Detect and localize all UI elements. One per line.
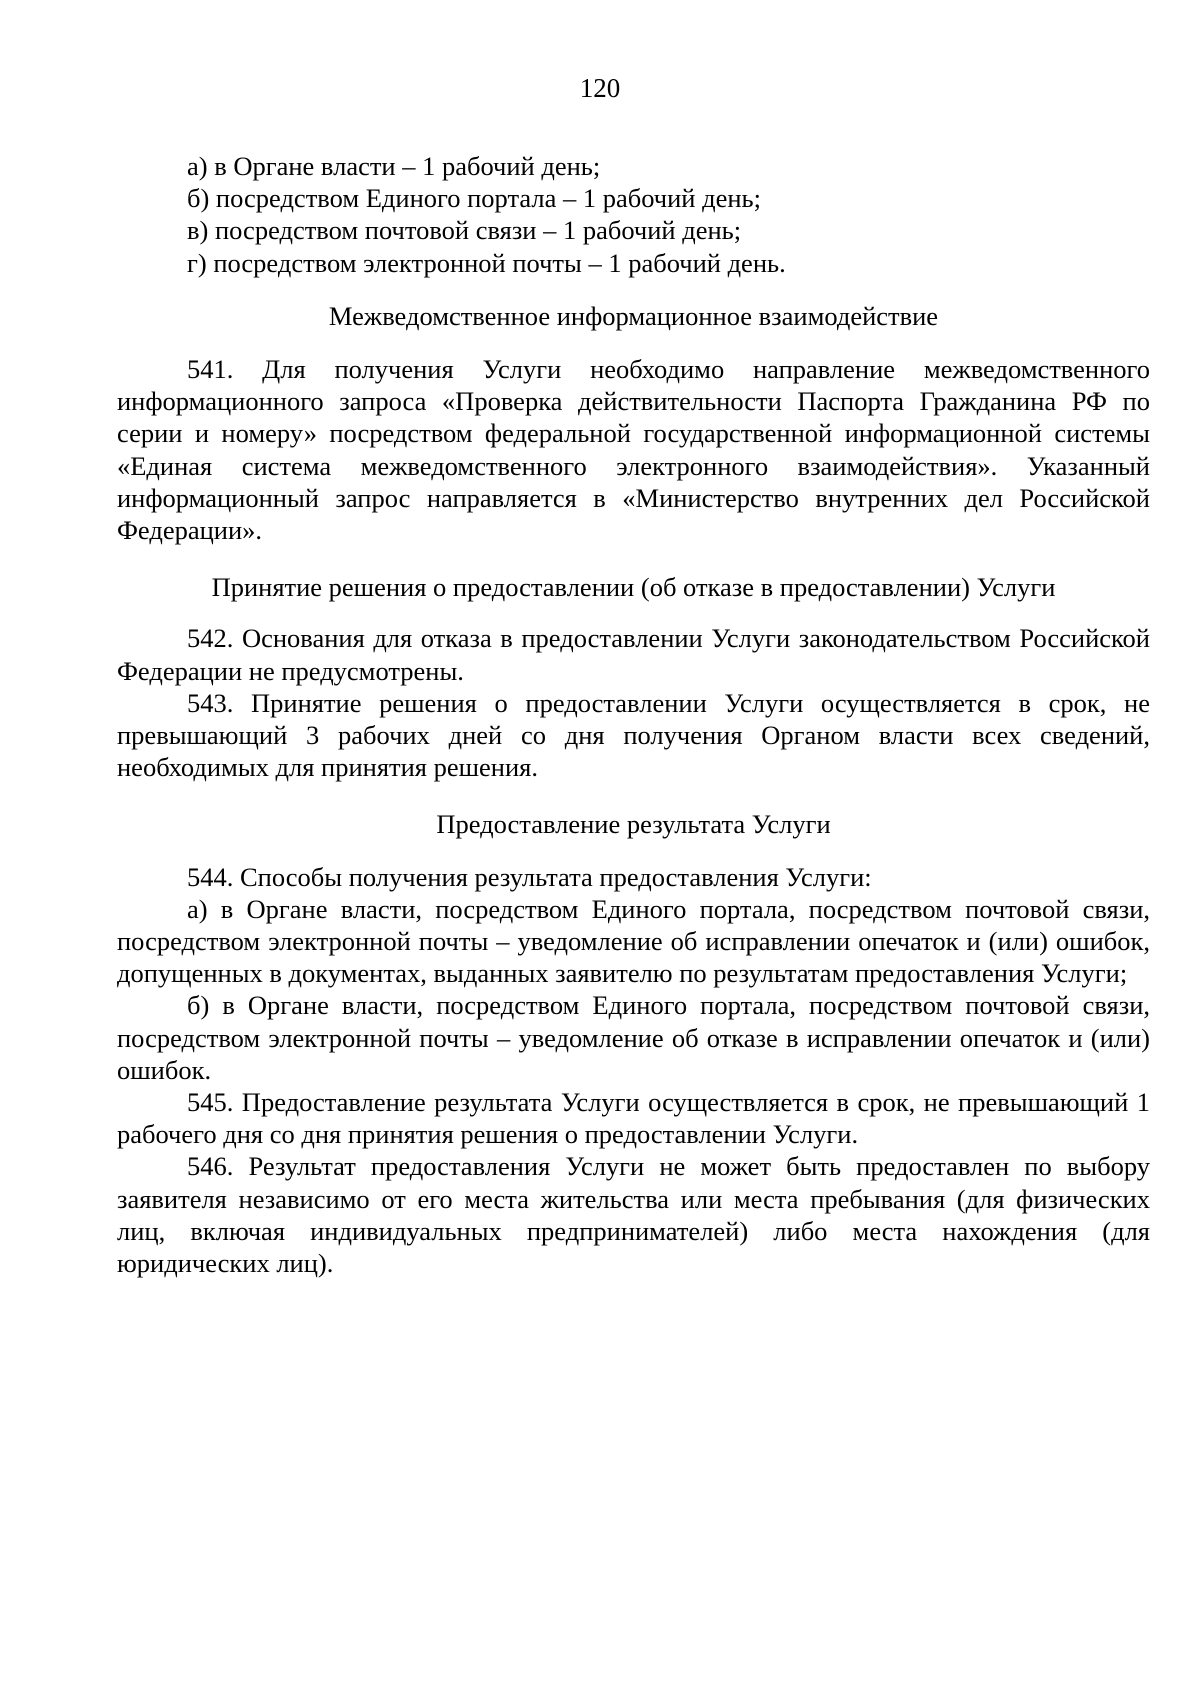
paragraph-542: 542. Основания для отказа в предоставлении Услуги законодательством Российской Федерации не предусмотрены. xyxy=(117,623,1150,686)
paragraph-541: 541. Для получения Услуги необходимо направление межведомственного информационного запроса «Проверка действительности Паспорта Гражданина РФ по серии и номеру» посредством федеральной государственной информационной системы «Единая система межведомственного электронного взаимодействия». Указанный информационный запрос направляется в «Министерство внутренних дел Российской Федерации». xyxy=(117,354,1150,546)
page-number: 120 xyxy=(579,73,621,103)
paragraph-544-a: а) в Органе власти, посредством Единого портала, посредством почтовой связи, посредством электронной почты – уведомление об исправлении опечаток и (или) ошибок, допущенных в документах, выданных заявителю по результатам предоставления Услуги; xyxy=(117,893,1150,989)
paragraph-545: 545. Предоставление результата Услуги осуществляется в срок, не превышающий 1 рабочего дня со дня принятия решения о предоставлении Услуги. xyxy=(117,1087,1150,1150)
section-heading-decision: Принятие решения о предоставлении (об отказе в предоставлении) Услуги xyxy=(211,572,1056,603)
paragraph-544: 544. Способы получения результата предоставления Услуги: xyxy=(187,861,872,892)
paragraph-544-b: б) в Органе власти, посредством Единого портала, посредством почтовой связи, посредством электронной почты – уведомление об отказе в исправлении опечаток и (или) ошибок. xyxy=(117,990,1150,1085)
section-heading-result: Предоставление результата Услуги xyxy=(436,809,831,840)
list-item-b: б) посредством Единого портала – 1 рабочий день; xyxy=(187,183,761,214)
document-body xyxy=(117,150,1150,1279)
list-item-v: в) посредством почтовой связи – 1 рабочий день; xyxy=(187,215,742,246)
paragraph-543: 543. Принятие решения о предоставлении Услуги осуществляется в срок, не превышающий 3 рабочих дней со дня получения Органом власти всех сведений, необходимых для принятия решения. xyxy=(117,687,1150,783)
list-item-g: г) посредством электронной почты – 1 рабочий день. xyxy=(187,247,786,278)
section-heading-interagency: Межведомственное информационное взаимодействие xyxy=(328,300,939,331)
list-item-a: а) в Органе власти – 1 рабочий день; xyxy=(187,151,601,181)
paragraph-546: 546. Результат предоставления Услуги не может быть предоставлен по выбору заявителя независимо от его места жительства или места пребывания (для физических лиц, включая индивидуальных предпринимателей) либо места нахождения (для юридических лиц). xyxy=(117,1151,1150,1279)
